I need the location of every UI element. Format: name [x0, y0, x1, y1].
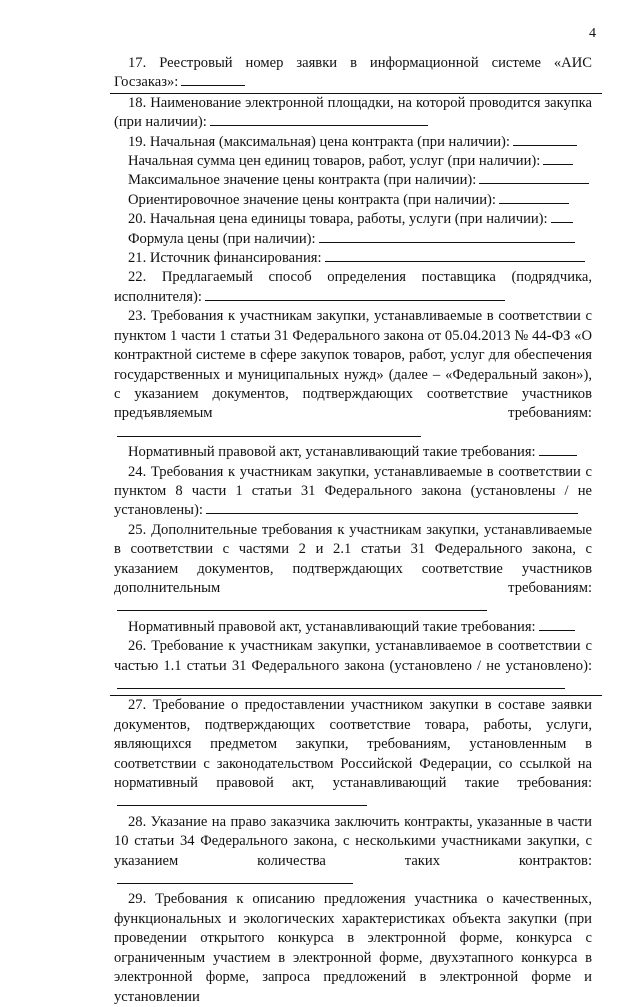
item-19	[114, 133, 592, 152]
item-28-text: 28. Указание на право заказчика заключить контракты, указанные в части 10 статьи 34 Федерального закона, с несколькими участниками закупки, с указанием количества таких контрактов:	[114, 813, 592, 869]
item-17-fill-line	[181, 84, 245, 86]
item-24	[114, 463, 592, 521]
item-19-text: 19. Начальная (максимальная) цена контракта (при наличии):	[128, 133, 510, 150]
item-18	[114, 94, 592, 133]
item-22-fill-line	[205, 299, 505, 301]
item-25-normative-act	[114, 618, 592, 637]
item-20-fill-line	[551, 221, 573, 223]
item-21-fill-line	[325, 260, 585, 262]
item-20-formula-text: Формула цены (при наличии):	[128, 230, 316, 247]
item-20	[114, 210, 592, 229]
item-25-fill-line	[117, 609, 487, 611]
item-25-normative-act-fill-line	[539, 629, 575, 631]
item-26	[114, 637, 592, 695]
item-25-text: 25. Дополнительные требования к участникам закупки, устанавливаемые в соответствии с частями 2 и 2.1 статьи 31 Федерального закона, с указанием документов, подтверждающих соответствие участников дополнительным требованиям:	[114, 521, 592, 596]
item-25	[114, 521, 592, 618]
item-27-fill-line	[117, 804, 367, 806]
item-19-max-value	[114, 171, 592, 190]
item-19-start-sum-fill-line	[543, 163, 573, 165]
item-27	[114, 696, 592, 812]
item-23-text: 23. Требования к участникам закупки, устанавливаемые в соответствии с пунктом 1 части 1 статьи 31 Федерального закона от 05.04.2013 № 44-ФЗ «О контрактной системе в сфере закупок товаров, работ, услуг для обеспечения государственных и муниципальных нужд» (далее – «Федеральный закон»), с указанием документов, подтверждающих соответствие участников предъявляемым требованиям:	[114, 308, 592, 422]
item-24-fill-line	[206, 512, 578, 514]
item-18-fill-line	[210, 124, 428, 126]
item-23-fill-line	[117, 435, 421, 437]
item-26-text: 26. Требование к участникам закупки, устанавливаемое в соответствии с частью 1.1 статьи 31 Федерального закона (установлено / не установлено):	[114, 638, 592, 674]
item-29	[114, 890, 592, 1006]
item-29-text: 29. Требования к описанию предложения участника о качественных, функциональных и экологических характеристиках объекта закупки (при проведении открытого конкурса в электронной форме, конкурса с ограниченным участием в электронной форме, двухэтапного конкурса в электронной форме, запроса предложений в электронной форме и установлении	[114, 891, 592, 1005]
item-17-text: 17. Реестровый номер заявки в информационной системе «АИС Госзаказ»:	[114, 55, 592, 91]
item-19-start-sum	[114, 152, 592, 171]
page-number: 4	[589, 26, 596, 41]
item-20-text: 20. Начальная цена единицы товара, работы, услуги (при наличии):	[128, 211, 548, 228]
item-24-text: 24. Требования к участникам закупки, устанавливаемые в соответствии с пунктом 8 части 1 статьи 31 Федерального закона (установлены / не установлены):	[114, 463, 592, 519]
item-21-text: 21. Источник финансирования:	[128, 250, 322, 267]
item-22	[114, 268, 592, 307]
item-19-max-value-fill-line	[479, 182, 589, 184]
item-22-text: 22. Предлагаемый способ определения поставщика (подрядчика, исполнителя):	[114, 269, 592, 305]
item-19-estimated-value-fill-line	[499, 202, 569, 204]
item-21	[114, 249, 592, 268]
item-23-normative-act-fill-line	[539, 454, 577, 456]
item-25-normative-act-text: Нормативный правовой акт, устанавливающий такие требования:	[128, 618, 536, 635]
item-28	[114, 813, 592, 891]
item-28-fill-line	[117, 882, 353, 884]
item-23-normative-act	[114, 443, 592, 462]
item-19-fill-line	[513, 144, 577, 146]
item-26-fill-line	[117, 687, 565, 689]
item-23	[114, 307, 592, 443]
item-20-formula-fill-line	[319, 241, 575, 243]
item-27-text: 27. Требование о предоставлении участником закупки в составе заявки документов, подтверждающих соответствие товара, работы, услуги, являющихся предметом закупки, требованиям, установленным в соответствии с законодательством Российской Федерации, со ссылкой на нормативный правовой акт, устанавливающий такие требования:	[114, 697, 592, 792]
item-19-estimated-value-text: Ориентировочное значение цены контракта (при наличии):	[128, 191, 496, 208]
item-19-estimated-value	[114, 191, 592, 210]
item-20-formula	[114, 230, 592, 249]
document-body	[114, 54, 592, 1007]
item-23-normative-act-text: Нормативный правовой акт, устанавливающий такие требования:	[128, 444, 536, 461]
item-18-text: 18. Наименование электронной площадки, на которой проводится закупка (при наличии):	[114, 94, 592, 131]
item-19-max-value-text: Максимальное значение цены контракта (при наличии):	[128, 172, 477, 189]
item-19-start-sum-text: Начальная сумма цен единиц товаров, работ, услуг (при наличии):	[128, 153, 541, 170]
item-17	[114, 54, 592, 93]
